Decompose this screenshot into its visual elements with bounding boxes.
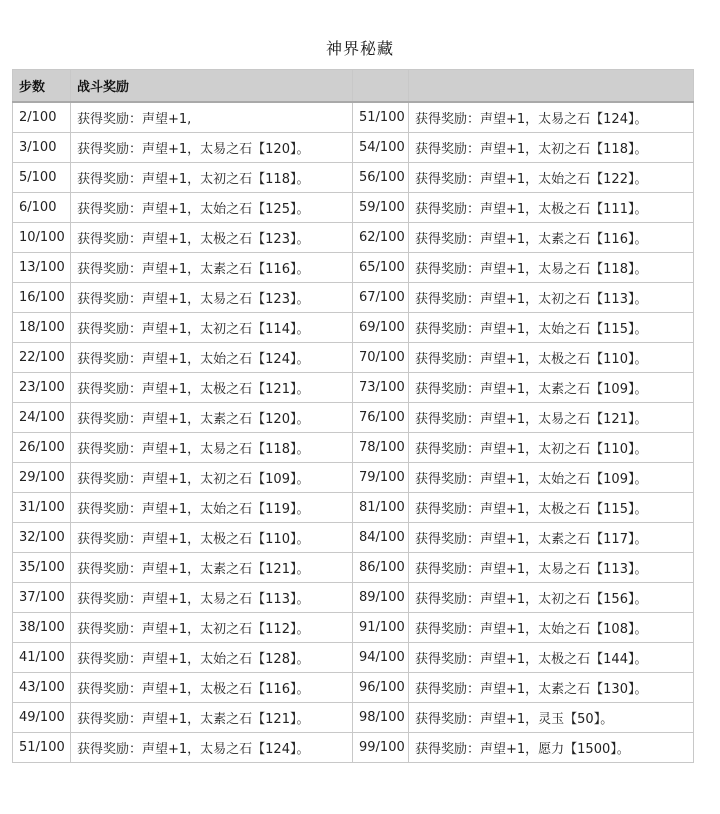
reward-table [12,69,694,763]
step-cell-2: 79/100 [353,462,409,492]
reward-cell-2: 获得奖励：声望+1，太初之石【156】。 [409,582,694,612]
reward-cell: 获得奖励：声望+1，太初之石【112】。 [71,612,353,642]
table-row [13,672,694,702]
step-cell-2: 56/100 [353,162,409,192]
step-cell-2: 69/100 [353,312,409,342]
reward-cell-2: 获得奖励：声望+1，太极之石【115】。 [409,492,694,522]
header-reward-2 [409,70,694,103]
reward-cell: 获得奖励：声望+1，太极之石【110】。 [71,522,353,552]
reward-cell: 获得奖励：声望+1，太易之石【120】。 [71,132,353,162]
reward-cell: 获得奖励：声望+1，太初之石【114】。 [71,312,353,342]
reward-cell-2: 获得奖励：声望+1，太初之石【118】。 [409,132,694,162]
step-cell: 23/100 [13,372,71,402]
reward-cell-2: 获得奖励：声望+1，太极之石【111】。 [409,192,694,222]
header-step: 步数 [13,70,71,103]
step-cell-2: 67/100 [353,282,409,312]
step-cell-2: 98/100 [353,702,409,732]
reward-cell-2: 获得奖励：声望+1，灵玉【50】。 [409,702,694,732]
reward-cell-2: 获得奖励：声望+1，太易之石【118】。 [409,252,694,282]
reward-cell-2: 获得奖励：声望+1，太始之石【109】。 [409,462,694,492]
step-cell-2: 59/100 [353,192,409,222]
step-cell-2: 94/100 [353,642,409,672]
table-row [13,402,694,432]
step-cell-2: 99/100 [353,732,409,762]
table-row [13,552,694,582]
table-row [13,522,694,552]
step-cell: 31/100 [13,492,71,522]
reward-cell-2: 获得奖励：声望+1，太极之石【110】。 [409,342,694,372]
reward-cell: 获得奖励：声望+1，太极之石【123】。 [71,222,353,252]
reward-cell: 获得奖励：声望+1，太始之石【119】。 [71,492,353,522]
reward-cell-2: 获得奖励：声望+1，太初之石【113】。 [409,282,694,312]
reward-cell: 获得奖励：声望+1，太易之石【124】。 [71,732,353,762]
table-row [13,702,694,732]
step-cell: 38/100 [13,612,71,642]
step-cell: 41/100 [13,642,71,672]
reward-cell-2: 获得奖励：声望+1，太素之石【117】。 [409,522,694,552]
table-row [13,282,694,312]
step-cell: 29/100 [13,462,71,492]
reward-cell-2: 获得奖励：声望+1，太初之石【110】。 [409,432,694,462]
step-cell-2: 91/100 [353,612,409,642]
step-cell-2: 89/100 [353,582,409,612]
table-header-row [13,70,694,103]
table-row [13,732,694,762]
reward-cell: 获得奖励：声望+1，太素之石【121】。 [71,552,353,582]
reward-cell: 获得奖励：声望+1，太极之石【116】。 [71,672,353,702]
step-cell: 10/100 [13,222,71,252]
step-cell: 37/100 [13,582,71,612]
reward-cell-2: 获得奖励：声望+1，太易之石【124】。 [409,102,694,132]
step-cell: 49/100 [13,702,71,732]
reward-cell-2: 获得奖励：声望+1，太素之石【130】。 [409,672,694,702]
step-cell-2: 70/100 [353,342,409,372]
table-row [13,492,694,522]
reward-cell: 获得奖励：声望+1，太极之石【121】。 [71,372,353,402]
reward-cell-2: 获得奖励：声望+1，太易之石【113】。 [409,552,694,582]
table-body [13,102,694,762]
step-cell: 18/100 [13,312,71,342]
reward-cell-2: 获得奖励：声望+1，太易之石【121】。 [409,402,694,432]
header-step-2 [353,70,409,103]
step-cell-2: 51/100 [353,102,409,132]
reward-cell: 获得奖励：声望+1，太素之石【120】。 [71,402,353,432]
step-cell: 3/100 [13,132,71,162]
step-cell: 35/100 [13,552,71,582]
table-row [13,222,694,252]
table-row [13,462,694,492]
reward-cell-2: 获得奖励：声望+1，太始之石【108】。 [409,612,694,642]
reward-cell: 获得奖励：声望+1，太素之石【121】。 [71,702,353,732]
step-cell: 24/100 [13,402,71,432]
step-cell: 51/100 [13,732,71,762]
table-row [13,192,694,222]
table-row [13,612,694,642]
step-cell-2: 54/100 [353,132,409,162]
step-cell-2: 62/100 [353,222,409,252]
step-cell: 2/100 [13,102,71,132]
table-row [13,162,694,192]
reward-cell: 获得奖励：声望+1，太初之石【109】。 [71,462,353,492]
table-row [13,372,694,402]
step-cell: 6/100 [13,192,71,222]
step-cell: 43/100 [13,672,71,702]
step-cell-2: 81/100 [353,492,409,522]
reward-cell-2: 获得奖励：声望+1，太始之石【115】。 [409,312,694,342]
step-cell-2: 73/100 [353,372,409,402]
reward-cell: 获得奖励：声望+1，太始之石【125】。 [71,192,353,222]
step-cell: 26/100 [13,432,71,462]
reward-cell: 获得奖励：声望+1，太始之石【128】。 [71,642,353,672]
step-cell-2: 78/100 [353,432,409,462]
step-cell-2: 84/100 [353,522,409,552]
step-cell-2: 96/100 [353,672,409,702]
step-cell: 32/100 [13,522,71,552]
table-row [13,252,694,282]
reward-cell: 获得奖励：声望+1，太初之石【118】。 [71,162,353,192]
page-title: 神界秘藏 [325,39,394,58]
step-cell: 22/100 [13,342,71,372]
step-cell: 16/100 [13,282,71,312]
table-row [13,312,694,342]
table-row [13,102,694,132]
reward-cell: 获得奖励：声望+1, [71,102,353,132]
reward-cell: 获得奖励：声望+1，太易之石【113】。 [71,582,353,612]
reward-cell: 获得奖励：声望+1，太易之石【123】。 [71,282,353,312]
reward-cell-2: 获得奖励：声望+1，太始之石【122】。 [409,162,694,192]
reward-cell-2: 获得奖励：声望+1，太素之石【116】。 [409,222,694,252]
reward-cell: 获得奖励：声望+1，太素之石【116】。 [71,252,353,282]
step-cell: 13/100 [13,252,71,282]
table-row [13,642,694,672]
reward-cell-2: 获得奖励：声望+1，太素之石【109】。 [409,372,694,402]
table-row [13,132,694,162]
table-row [13,432,694,462]
reward-cell-2: 获得奖励：声望+1，太极之石【144】。 [409,642,694,672]
step-cell-2: 86/100 [353,552,409,582]
step-cell-2: 65/100 [353,252,409,282]
table-row [13,342,694,372]
step-cell: 5/100 [13,162,71,192]
header-reward: 战斗奖励 [71,70,353,103]
reward-cell: 获得奖励：声望+1，太易之石【118】。 [71,432,353,462]
reward-cell: 获得奖励：声望+1，太始之石【124】。 [71,342,353,372]
table-row [13,582,694,612]
reward-cell-2: 获得奖励：声望+1，愿力【1500】。 [409,732,694,762]
step-cell-2: 76/100 [353,402,409,432]
